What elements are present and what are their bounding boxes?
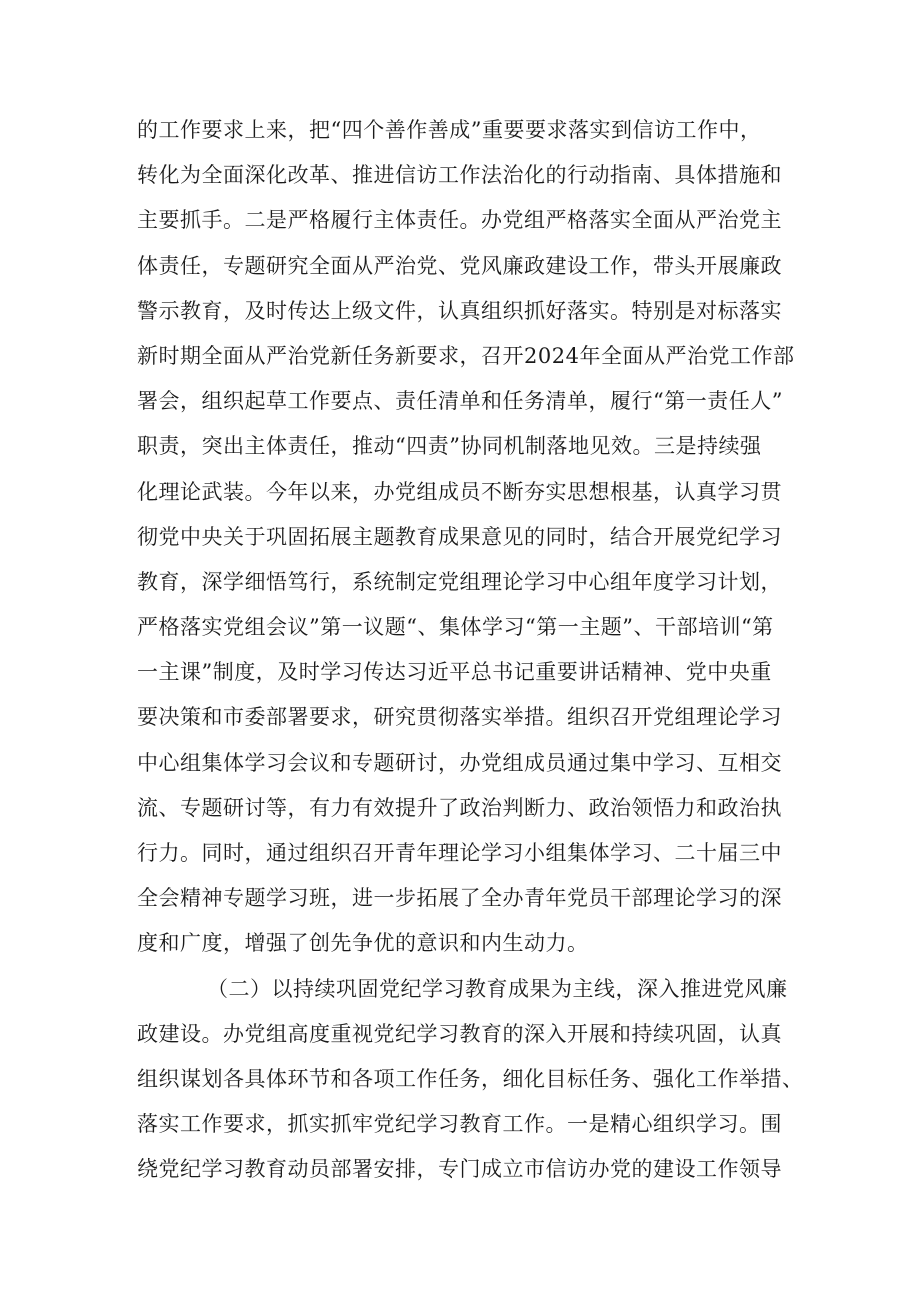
body-text	[137, 108, 804, 1193]
text-line: 体责任，专题研究全面从严治党、党风廉政建设工作，带头开展廉政	[137, 253, 782, 278]
text-line: 中心组集体学习会议和专题研讨，办党组成员通过集中学习、互相交	[137, 750, 782, 775]
text-line: 主要抓手。二是严格履行主体责任。办党组严格落实全面从严治党主	[137, 208, 782, 233]
text-line: 一主课”制度，及时学习传达习近平总书记重要讲话精神、党中央重	[137, 660, 772, 685]
text-line: 教育，深学细悟笃行，系统制定党组理论学习中心组年度学习计划，	[137, 569, 782, 594]
text-line: 政建设。办党组高度重视党纪学习教育的深入开展和持续巩固，认真	[137, 1021, 782, 1046]
section-heading-line: （二）以持续巩固党纪学习教育成果为主线，深入推进党风廉	[207, 976, 788, 1001]
text-line: 度和广度，增强了创先争优的意识和内生动力。	[137, 931, 589, 956]
text-line: 的工作要求上来，把“四个善作善成”重要要求落实到信访工作中，	[137, 118, 762, 142]
text-line: 组织谋划各具体环节和各项工作任务，细化目标任务、强化工作举措、	[137, 1066, 804, 1091]
text-line: 职责，突出主体责任，推动“四责”协同机制落地见效。三是持续强	[137, 434, 762, 459]
text-line: 流、专题研讨等，有力有效提升了政治判断力、政治领悟力和政治执	[137, 795, 782, 820]
text-line: 全会精神专题学习班，进一步拓展了全办青年党员干部理论学习的深	[137, 886, 782, 911]
text-line: 落实工作要求，抓实抓牢党纪学习教育工作。一是精心组织学习。围	[137, 1112, 782, 1137]
text-line: 化理论武装。今年以来，办党组成员不断夯实思想根基，认真学习贯	[137, 479, 782, 504]
text-line: 新时期全面从严治党新任务新要求，召开2024年全面从严治党工作部	[137, 343, 795, 368]
text-line: 彻党中央关于巩固拓展主题教育成果意见的同时，结合开展党纪学习	[137, 524, 782, 549]
text-line: 绕党纪学习教育动员部署安排，专门成立市信访办党的建设工作领导	[137, 1157, 782, 1182]
text-line: 行力。同时，通过组织召开青年理论学习小组集体学习、二十届三中	[137, 841, 782, 865]
text-line: 警示教育，及时传达上级文件，认真组织抓好落实。特别是对标落实	[137, 298, 782, 323]
text-line: 署会，组织起草工作要点、责任清单和任务清单，履行“第一责任人”	[137, 389, 783, 414]
text-line: 转化为全面深化改革、推进信访工作法治化的行动指南、具体措施和	[137, 163, 782, 188]
text-line: 要决策和市委部署要求，研究贯彻落实举措。组织召开党组理论学习	[137, 705, 782, 730]
text-line: 严格落实党组会议”第一议题“、集体学习“第一主题”、干部培训“第	[137, 615, 774, 640]
